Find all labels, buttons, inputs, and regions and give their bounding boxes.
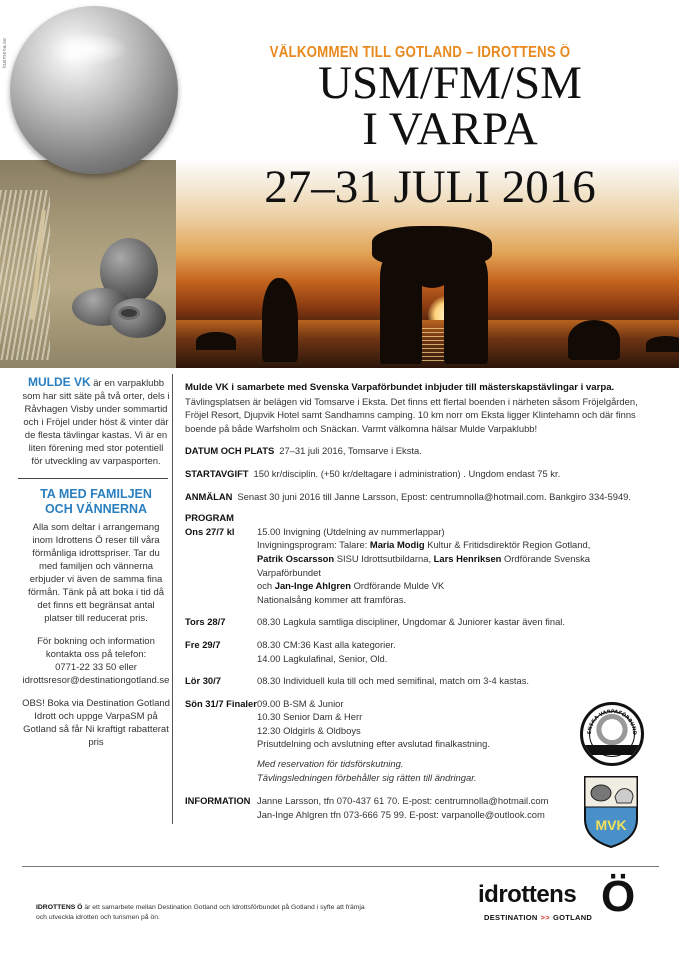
program-tors [185, 615, 655, 629]
program-line: Invigningsprogram: Talare: Maria Modig Kultur & Fritidsdirektör Region Gotland, [257, 539, 591, 551]
lead-text: Mulde VK i samarbete med Svenska Varpaförbundet inbjuder till mästerskapstävlingar i varpa. [185, 382, 615, 393]
rights-note: Tävlingsledningen förbehåller sig rätten till ändringar. [257, 771, 477, 783]
title-line-2: I VARPA [362, 103, 538, 155]
sidebar-divider [18, 478, 168, 479]
sidebar [22, 376, 170, 749]
program-line: 14.00 Lagkulafinal, Senior, Old. [257, 652, 388, 664]
program-lor [185, 674, 655, 688]
information-label: INFORMATION [185, 795, 251, 807]
varpa-stones-photo [0, 160, 176, 368]
intro-text: Tävlingsplatsen är belägen vid Tomsarve i Eksta. Det finns ett flertal boenden i närheten såsom Fröjelgården, Fröjel Resort, Djupvik Hotel samt Sandhamns camping. 10 km norr om Eksta ligger Klintehamn och där finns boende på både Warfsholm och Snäckan. Varmt välkomna hälsar Mulde Varpaklubb! [185, 395, 638, 434]
title-line-1: USM/FM/SM [318, 57, 582, 109]
round-logo-text: ENSKA VARPAFÖRBUND [586, 708, 638, 736]
datum-row [185, 444, 655, 458]
family-heading-1: TA MED FAMILJEN [40, 487, 152, 501]
svg-text:SVENSKA VARPAFÖRBUNDET [583, 705, 637, 735]
program-line: 09.00 B-SM & Junior [257, 697, 344, 709]
column-divider [172, 374, 173, 824]
booking-phone: 0771-22 33 50 eller [55, 662, 137, 673]
program-line: Nationalsång kommer att framföras. [257, 593, 407, 605]
program-line: 08.30 Individuell kula till och med semifinal, match om 3-4 kastas. [257, 675, 530, 687]
program-line: 08.30 Lagkula samtliga discipliner, Ungdomar & Juniorer kastar även final. [257, 616, 565, 628]
footer-body: är ett samarbete mellan Destination Gotland och Idrottsförbundet på Gotland i syfte att främja och utveckla idrotten och turismen på ön. [36, 904, 365, 921]
program-day: Tors 28/7 [185, 616, 226, 628]
obs-text: OBS! Boka via Destination Gotland Idrott och uppge VarpaSM på Gotland så får Ni kraftigt rabatterat pris [22, 698, 170, 748]
brand-subline: DESTINATION >> GOTLAND [484, 913, 593, 922]
kicker-heading: VÄLKOMMEN TILL GOTLAND – IDROTTENS Ö [269, 44, 571, 61]
photo-credit: kusmena.se [2, 38, 8, 68]
club-text: är en varpaklubb som har sitt säte på två orter, dels i Råvhagen Visby under sommartid och i Fröjel under höst & vinter där de flesta tävlingar kastas. Vi är en liten förening med stor potentiell för utveckling av varpasporten. [22, 378, 170, 467]
program-line: Prisutdelning och avslutning efter avslutad finalkastning. [257, 738, 490, 750]
crest-letters: MVK [595, 817, 627, 833]
program-line: 10.30 Senior Dam & Herr [257, 711, 363, 723]
footer-text [36, 903, 366, 923]
avgift-label: STARTAVGIFT [185, 467, 249, 479]
booking-info [22, 635, 170, 687]
avgift-value: 150 kr/disciplin. (+50 kr/deltagare i administration) . Ungdom endast 75 kr. [253, 467, 561, 479]
avgift-row [185, 467, 655, 481]
footer-divider [22, 866, 659, 867]
family-heading-2: OCH VÄNNERNA [44, 502, 148, 516]
event-dates: 27–31 JULI 2016 [264, 161, 596, 213]
program-day: Ons 27/7 kl [185, 525, 235, 537]
brand-o: Ö [601, 872, 636, 921]
family-text: Alla som deltar i arrangemang inom Idrottens Ö reser till våra förmånliga idrottspriser. Tar du med familjen och vännerna erbjuder vi även de samma fina förmån. Tänk på att boka i tid då det finns ett begränsat antal platser till reducerat pris. [27, 522, 165, 624]
footer-bold: IDROTTENS Ö [36, 904, 83, 911]
program-line: 15.00 Invigning (Utdelning av nummerlappar) [257, 525, 445, 537]
anmalan-value: Senast 30 juni 2016 till Janne Larsson, Epost: centrumnolla@hotmail.com. Bankgiro 334-5949. [237, 490, 631, 502]
brand-name: idrottens [478, 881, 577, 908]
program-line: och Jan-Inge Ahlgren Ordförande Mulde VK [257, 580, 445, 592]
reservation-note: Med reservation för tidsförskutning. [257, 758, 404, 770]
program-day: Fre 29/7 [185, 638, 221, 650]
anmalan-label: ANMÄLAN [185, 490, 233, 502]
anmalan-row [185, 490, 655, 504]
program-fre [185, 638, 655, 665]
contact-janne: Janne Larsson, tfn 070-437 61 70. E-post: centrumnolla@hotmail.com [257, 795, 549, 807]
booking-email: idrottsresor@destinationgotland.se [22, 675, 170, 686]
mulde-vk-crest [583, 775, 639, 849]
program-day: Lör 30/7 [185, 675, 221, 687]
program-line: 08.30 CM:36 Kast alla kategorier. [257, 638, 396, 650]
program-line: Patrik Oscarsson SISU Idrottsutbildarna, Lars Henriksen Ordförande Svenska Varpaförbundet [257, 552, 590, 578]
family-info [22, 487, 170, 625]
page-title [250, 57, 650, 155]
program-heading: PROGRAM [185, 512, 234, 524]
club-info [22, 376, 170, 468]
idrottens-o-logo [478, 872, 648, 930]
booking-text: För bokning och information kontakta oss på telefon: [37, 636, 155, 660]
club-name: MULDE VK [27, 375, 91, 389]
datum-label: DATUM OCH PLATS [185, 445, 275, 457]
program-ons [185, 525, 655, 607]
datum-value: 27–31 juli 2016, Tomsarve i Eksta. [279, 445, 422, 457]
program-line: 12.30 Oldgirls & Oldboys [257, 724, 361, 736]
varpa-ball-graphic [10, 6, 178, 174]
varpaforbundet-logo [580, 702, 644, 766]
contact-jan-inge: Jan-Inge Ahlgren tfn 073-666 75 99. E-post: varpanolle@outlook.com [257, 808, 545, 820]
program-day: Sön 31/7 Finaler [185, 697, 257, 709]
